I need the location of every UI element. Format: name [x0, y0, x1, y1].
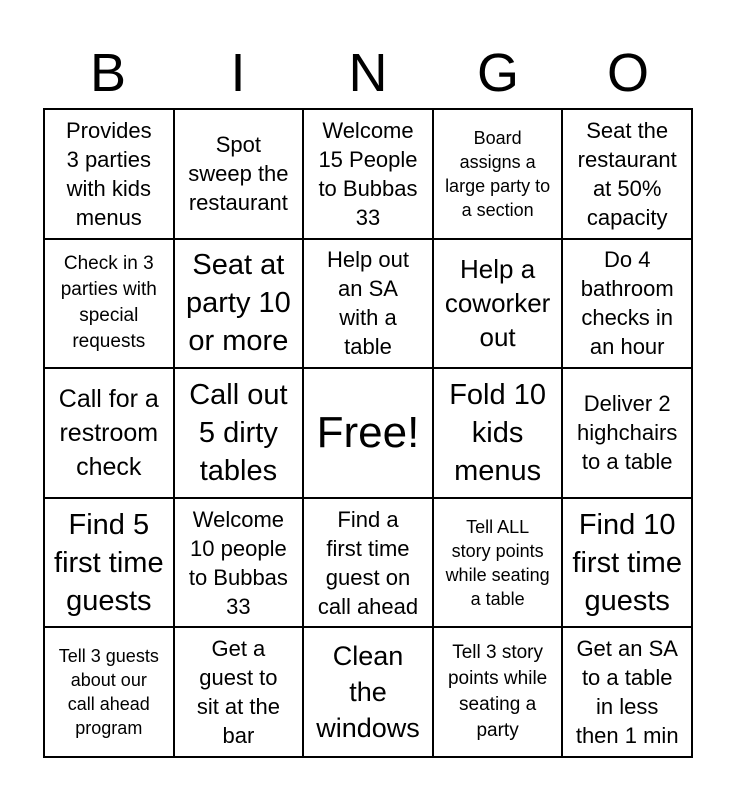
- bingo-cell[interactable]: Get a guest to sit at the bar: [174, 627, 304, 757]
- bingo-cell[interactable]: Help out an SA with a table: [303, 239, 433, 369]
- bingo-cell[interactable]: Tell ALL story points while seating a table: [433, 498, 563, 628]
- bingo-cell[interactable]: Seat the restaurant at 50% capacity: [562, 109, 692, 239]
- bingo-cell[interactable]: Welcome 15 People to Bubbas 33: [303, 109, 433, 239]
- bingo-cell[interactable]: Find 5 first time guests: [44, 498, 174, 628]
- bingo-cell[interactable]: Call out 5 dirty tables: [174, 368, 304, 498]
- bingo-header: [43, 40, 693, 106]
- bingo-cell[interactable]: Help a coworker out: [433, 239, 563, 369]
- header-letter-o: O: [606, 43, 649, 103]
- header-letter-n: N: [348, 43, 388, 103]
- bingo-cell[interactable]: Fold 10 kids menus: [433, 368, 563, 498]
- bingo-cell[interactable]: Seat at party 10 or more: [174, 239, 304, 369]
- bingo-cell[interactable]: Call for a restroom check: [44, 368, 174, 498]
- bingo-cell[interactable]: Tell 3 story points while seating a party: [433, 627, 563, 757]
- bingo-cell[interactable]: Find 10 first time guests: [562, 498, 692, 628]
- bingo-grid: [43, 108, 693, 758]
- header-letter-g: G: [476, 43, 519, 103]
- free-space-cell[interactable]: Free!: [303, 368, 433, 498]
- bingo-cell[interactable]: Provides 3 parties with kids menus: [44, 109, 174, 239]
- bingo-cell[interactable]: Check in 3 parties with special requests: [44, 239, 174, 369]
- bingo-cell[interactable]: Get an SA to a table in less then 1 min: [562, 627, 692, 757]
- bingo-cell[interactable]: Board assigns a large party to a section: [433, 109, 563, 239]
- bingo-cell[interactable]: Welcome 10 people to Bubbas 33: [174, 498, 304, 628]
- bingo-cell[interactable]: Find a first time guest on call ahead: [303, 498, 433, 628]
- header-letter-b: B: [89, 43, 127, 103]
- bingo-cell[interactable]: Do 4 bathroom checks in an hour: [562, 239, 692, 369]
- bingo-cell[interactable]: Deliver 2 highchairs to a table: [562, 368, 692, 498]
- bingo-cell[interactable]: Tell 3 guests about our call ahead program: [44, 627, 174, 757]
- bingo-cell[interactable]: Clean the windows: [303, 627, 433, 757]
- bingo-cell[interactable]: Spot sweep the restaurant: [174, 109, 304, 239]
- header-letter-i: I: [230, 43, 246, 103]
